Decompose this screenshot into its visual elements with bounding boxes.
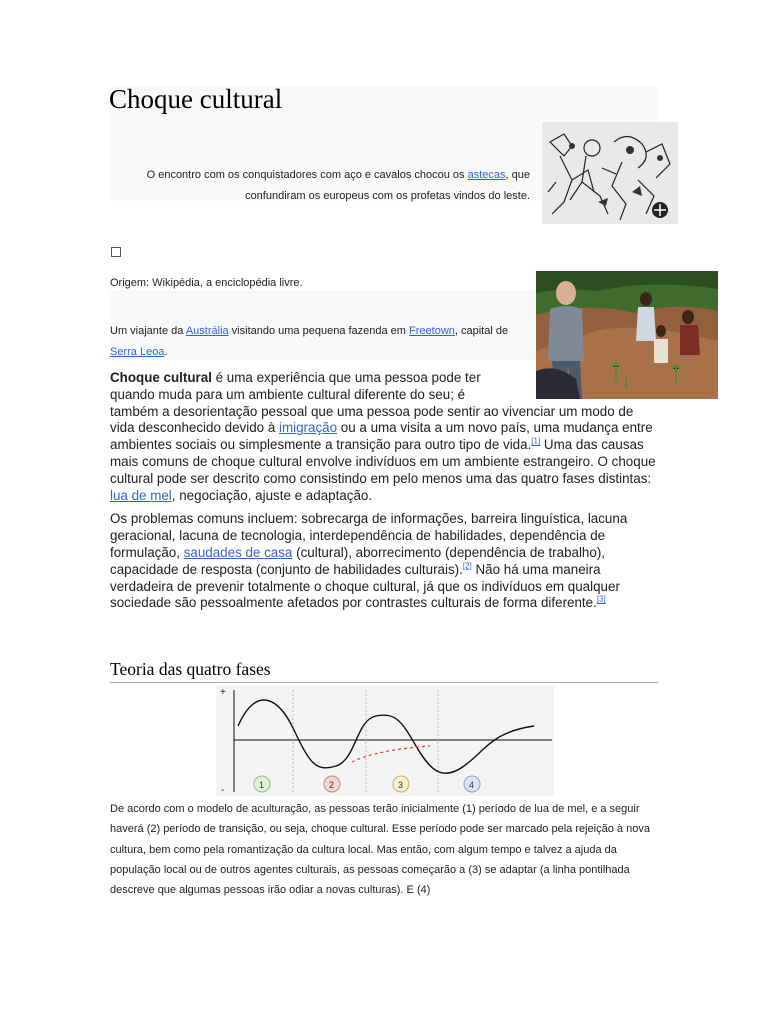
page-title: Choque cultural bbox=[109, 84, 283, 114]
minus-label: - bbox=[221, 785, 225, 796]
phase-label-3: 3 bbox=[398, 780, 404, 790]
article-body bbox=[110, 370, 658, 619]
paragraph-text: Os problemas comuns incluem: sobrecarga de informações, barreira linguística, lacuna geracional, lacuna de tecnologia, interdependência de habilidades, dependência de formulação, bbox=[110, 511, 628, 560]
origin-note: Origem: Wikipédia, a enciclopédia livre. bbox=[110, 277, 303, 289]
phase-dividers bbox=[293, 690, 438, 792]
paragraph-text: ou a uma visita a um novo país, uma mudança entre ambientes sociais ou simplesmente a transição para outro tipo de vida. bbox=[110, 420, 653, 453]
paragraph-problems bbox=[110, 511, 658, 612]
reference-2[interactable]: [2] bbox=[462, 561, 472, 571]
link-saudades-de-casa[interactable]: saudades de casa bbox=[183, 544, 293, 560]
paragraph-text: (cultural), aborrecimento (dependência de trabalho), capacidade de resposta (conjunto de habilidades culturais). bbox=[110, 544, 606, 577]
reference-3[interactable]: [3] bbox=[596, 594, 606, 604]
traveler-caption-text: . bbox=[164, 346, 168, 358]
paragraph-text: Uma das causas mais comuns de choque cultural envolve indivíduos em um ambiente estrangeiro. O choque cultural pode ser descrito como consistindo em pelo menos uma das quatro fases distintas: bbox=[110, 437, 656, 486]
link-astecas[interactable]: astecas bbox=[467, 169, 506, 181]
adjustment-curve bbox=[238, 700, 534, 773]
bold-term: Choque cultural bbox=[110, 370, 212, 385]
traveler-caption-text: , capital de bbox=[454, 325, 509, 337]
plus-label: + bbox=[220, 687, 226, 698]
link-freetown[interactable]: Freetown bbox=[409, 325, 455, 337]
link-serra-leoa[interactable]: Serra Leoa bbox=[110, 346, 165, 358]
dashed-rejection-line bbox=[352, 746, 430, 762]
link-imigracao[interactable]: imigração bbox=[279, 420, 338, 436]
aztec-caption bbox=[114, 165, 530, 207]
checkbox[interactable] bbox=[111, 247, 121, 257]
diagram-caption: De acordo com o modelo de aculturação, as pessoas terão inicialmente (1) período de lua de mel, e a seguir haverá (2) período de transição, ou seja, choque cultural. Esse período pode ser marcado pela rejeição à nova cultura, bem como pela romantização da cultura local. Mas então, com algum tempo e talvez a ajuda da população local ou de outros agentes culturais, as pessoas começarão a (3) se adaptar (a linha pontilhada descreve que algumas pessoas irão odiar a novas culturas). E (4) bbox=[110, 803, 650, 897]
link-lua-de-mel[interactable]: lua de mel bbox=[110, 487, 172, 503]
reference-1[interactable]: [1] bbox=[531, 436, 541, 446]
aztec-caption-text-end: , que confundiram os europeus com os profetas vindos do leste. bbox=[245, 169, 530, 202]
traveler-caption bbox=[110, 321, 510, 363]
phase-label-4: 4 bbox=[469, 780, 475, 790]
paragraph-text: Não há uma maneira verdadeira de prevenir totalmente o choque cultural, já que os indivíduos em qualquer sociedade são pessoalmente afetados por contrastes culturais de forma diferente. bbox=[110, 561, 620, 611]
aztec-caption-text: O encontro com os conquistadores com aço e cavalos chocou os bbox=[146, 169, 468, 181]
aztec-illustration[interactable] bbox=[542, 122, 678, 224]
image-float-spacer bbox=[508, 370, 658, 402]
phase-label-1: 1 bbox=[259, 780, 265, 790]
traveler-caption-text: visitando uma pequena fazenda em bbox=[228, 325, 410, 337]
phase-markers bbox=[254, 776, 480, 792]
traveler-caption-text: Um viajante da bbox=[110, 325, 186, 337]
paragraph-text: é uma experiência que uma pessoa pode ter quando muda para um ambiente cultural diferente do seu; é também a desorientação pessoal que uma pessoa pode sentir ao vivenciar um modo de vida desconhecido devido à bbox=[110, 370, 634, 436]
phase-label-2: 2 bbox=[329, 780, 335, 790]
link-australia[interactable]: Austrália bbox=[185, 325, 229, 337]
four-phases-diagram[interactable] bbox=[216, 686, 554, 796]
paragraph-text: , negociação, ajuste e adaptação. bbox=[171, 487, 373, 503]
section-heading-four-phases: Teoria das quatro fases bbox=[110, 659, 658, 683]
